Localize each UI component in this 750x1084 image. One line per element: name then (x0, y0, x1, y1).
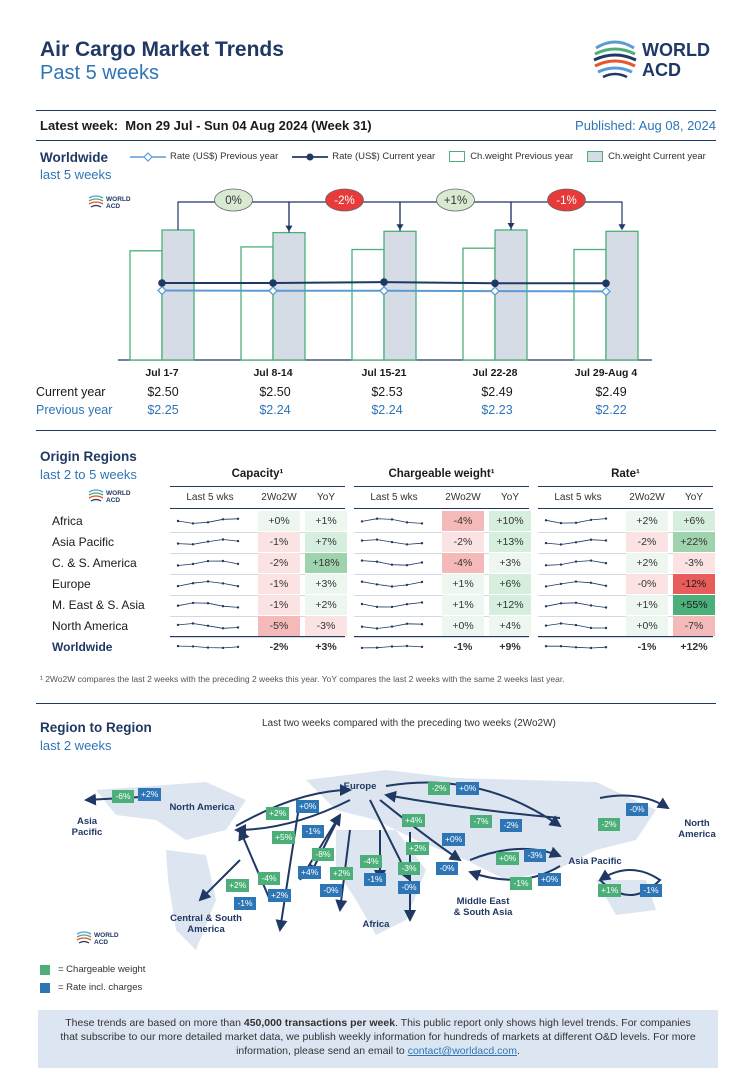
map-label-north-america: North America (169, 802, 235, 813)
cell-yoy: -3% (305, 616, 347, 636)
change-label: 0% (225, 195, 242, 207)
region-name: Asia Pacific (52, 535, 115, 549)
origin-subtitle: last 2 to 5 weeks (40, 467, 137, 482)
mini-logo: WORLD ACD (88, 194, 138, 214)
map-label-asia-pacific-left: Asia Pacific (71, 816, 103, 838)
legend-cw-prev: Ch.weight Previous year (449, 151, 573, 162)
price-current: $2.49 (481, 385, 513, 399)
column-header: 2Wo2W (445, 492, 481, 503)
cell-2wo2w: -2% (626, 532, 668, 552)
cell-yoy: +12% (489, 595, 531, 615)
r2r-caption: Last two weeks compared with the preceding two weeks (2Wo2W) (262, 718, 556, 729)
cell-yoy: +3% (315, 641, 337, 653)
price-previous: $2.25 (147, 403, 179, 417)
badge-chargeable-weight: -6% (112, 790, 134, 803)
badge-rate: +0% (456, 782, 479, 795)
cell-yoy: +18% (305, 553, 347, 573)
email-link[interactable]: contact@worldacd.com (407, 1045, 517, 1057)
cell-yoy: +22% (673, 532, 715, 552)
group-header: Chargeable weight¹ (388, 468, 495, 480)
badge-chargeable-weight: +1% (598, 884, 621, 897)
badge-rate: +4% (298, 866, 321, 879)
cell-yoy: -3% (673, 553, 715, 573)
column-header: Last 5 wks (186, 492, 234, 503)
cell-2wo2w: +1% (442, 595, 484, 615)
footer-box: These trends are based on more than 450,000 transactions per week. This public report only shows high level trends. For companies that subscribe to our more detailed market data, we publish weekly information for hundreds of markets at different O&D levels. For more information, please send an email to contact@worldacd.com. (38, 1010, 718, 1068)
price-current: $2.49 (595, 385, 627, 399)
price-current: $2.50 (259, 385, 291, 399)
legend-cw-curr: Ch.weight Current year (587, 151, 706, 162)
cell-yoy: -7% (673, 616, 715, 636)
badge-rate: -1% (640, 884, 662, 897)
cell-yoy: +9% (499, 641, 521, 653)
x-tick-label: Jul 1-7 (145, 367, 179, 379)
cell-2wo2w: -2% (269, 641, 289, 653)
region-name: Africa (52, 514, 83, 528)
latest-week: Latest week: Mon 29 Jul - Sun 04 Aug 2024 (Week 31) (40, 118, 372, 133)
cell-2wo2w: +2% (626, 511, 668, 531)
column-header: 2Wo2W (261, 492, 297, 503)
badge-chargeable-weight: -2% (428, 782, 450, 795)
price-previous: $2.23 (481, 403, 513, 417)
x-tick-label: Jul 8-14 (253, 367, 293, 379)
cell-2wo2w: +1% (442, 574, 484, 594)
x-tick-label: Jul 15-21 (361, 367, 407, 379)
region-name: M. East & S. Asia (52, 598, 145, 612)
cell-yoy: +10% (489, 511, 531, 531)
change-label: -1% (556, 195, 577, 207)
badge-rate: -0% (398, 881, 420, 894)
published-date: Published: Aug 08, 2024 (575, 118, 716, 133)
map-label-asia-pacific: Asia Pacific (568, 856, 622, 867)
price-previous: $2.24 (259, 403, 291, 417)
cell-yoy: +6% (489, 574, 531, 594)
change-label: +1% (443, 195, 468, 207)
x-tick-label: Jul 29-Aug 4 (574, 367, 638, 379)
cell-yoy: +2% (305, 595, 347, 615)
badge-rate: -0% (626, 803, 648, 816)
badge-chargeable-weight: -4% (360, 855, 382, 868)
row-label-previous: Previous year (36, 403, 113, 417)
price-current: $2.50 (147, 385, 179, 399)
badge-chargeable-weight: +4% (402, 814, 425, 827)
badge-chargeable-weight: -4% (258, 872, 280, 885)
column-header: YoY (501, 492, 519, 503)
logo-text-acd: ACD (642, 60, 681, 80)
badge-rate: +0% (442, 833, 465, 846)
cell-2wo2w: -1% (453, 641, 473, 653)
badge-chargeable-weight: +2% (330, 867, 353, 880)
badge-rate: -1% (302, 825, 324, 838)
column-header: 2Wo2W (629, 492, 665, 503)
cell-yoy: +7% (305, 532, 347, 552)
column-header: YoY (317, 492, 335, 503)
badge-rate: +2% (268, 889, 291, 902)
badge-rate: -3% (524, 849, 546, 862)
cell-2wo2w: -1% (258, 574, 300, 594)
cell-yoy: +3% (489, 553, 531, 573)
cell-2wo2w: -1% (258, 532, 300, 552)
column-header: YoY (685, 492, 703, 503)
cell-yoy: -12% (673, 574, 715, 594)
mini-logo: WORLD ACD (88, 488, 138, 508)
worldwide-subtitle: last 5 weeks (40, 167, 112, 182)
badge-chargeable-weight: -1% (510, 877, 532, 890)
key-chargeable: = Chargeable weight (40, 964, 145, 975)
cell-2wo2w: +2% (626, 553, 668, 573)
cell-2wo2w: -2% (258, 553, 300, 573)
origin-title: Origin Regions (40, 449, 137, 464)
cell-yoy: +6% (673, 511, 715, 531)
badge-rate: -0% (320, 884, 342, 897)
column-header: Last 5 wks (554, 492, 602, 503)
badge-rate: +0% (296, 800, 319, 813)
mini-logo: WORLD ACD (76, 930, 126, 950)
page-title: Air Cargo Market Trends (40, 38, 284, 61)
cell-yoy: +55% (673, 595, 715, 615)
badge-chargeable-weight: +2% (406, 842, 429, 855)
cell-2wo2w: -1% (258, 595, 300, 615)
cell-yoy: +4% (489, 616, 531, 636)
r2r-subtitle: last 2 weeks (40, 738, 112, 753)
legend-rate-curr: Rate (US$) Current year (292, 151, 435, 162)
badge-chargeable-weight: +0% (496, 852, 519, 865)
footnote: ¹ 2Wo2W compares the last 2 weeks with the preceding 2 weeks this year. YoY compares the last 2 weeks with the same 2 weeks last year. (40, 674, 565, 684)
region-name: Worldwide (52, 640, 113, 654)
cell-2wo2w: +0% (258, 511, 300, 531)
badge-chargeable-weight: +2% (226, 879, 249, 892)
logo-text-world: WORLD (642, 40, 710, 60)
cell-2wo2w: +0% (626, 616, 668, 636)
badge-rate: -1% (234, 897, 256, 910)
cell-yoy: +3% (305, 574, 347, 594)
cell-2wo2w: +1% (626, 595, 668, 615)
region-name: North America (52, 619, 129, 633)
badge-chargeable-weight: -3% (398, 862, 420, 875)
map-label-europe: Europe (343, 781, 377, 792)
region-name: Europe (52, 577, 91, 591)
map-label-africa: Africa (362, 919, 390, 930)
cell-yoy: +12% (680, 641, 708, 653)
badge-chargeable-weight: -7% (470, 815, 492, 828)
row-label-current: Current year (36, 385, 106, 399)
cell-2wo2w: -0% (626, 574, 668, 594)
badge-rate: +2% (138, 788, 161, 801)
cell-yoy: +13% (489, 532, 531, 552)
group-header: Rate¹ (611, 468, 640, 480)
r2r-title: Region to Region (40, 720, 152, 735)
badge-chargeable-weight: -8% (312, 848, 334, 861)
region-name: C. & S. America (52, 556, 137, 570)
cell-2wo2w: -2% (442, 532, 484, 552)
badge-rate: +0% (538, 873, 561, 886)
price-current: $2.53 (371, 385, 403, 399)
badge-chargeable-weight: +5% (272, 831, 295, 844)
worldwide-title: Worldwide (40, 150, 109, 165)
cell-2wo2w: -5% (258, 616, 300, 636)
price-previous: $2.22 (595, 403, 627, 417)
page-subtitle: Past 5 weeks (40, 62, 159, 84)
cell-yoy: +1% (305, 511, 347, 531)
map-label-central-south: Central & South America (170, 913, 242, 935)
map-label-north-america-right: North America (678, 818, 716, 840)
column-header: Last 5 wks (370, 492, 418, 503)
cell-2wo2w: -4% (442, 511, 484, 531)
cell-2wo2w: -1% (637, 641, 657, 653)
cell-2wo2w: +0% (442, 616, 484, 636)
badge-rate: -0% (436, 862, 458, 875)
map-label-middle-east: Middle East & South Asia (453, 896, 513, 918)
group-header: Capacity¹ (231, 468, 284, 480)
cell-2wo2w: -4% (442, 553, 484, 573)
legend-rate-prev: Rate (US$) Previous year (130, 151, 278, 162)
key-rate: = Rate incl. charges (40, 982, 142, 993)
x-tick-label: Jul 22-28 (472, 367, 518, 379)
change-label: -2% (334, 195, 355, 207)
badge-rate: -1% (364, 873, 386, 886)
badge-chargeable-weight: -2% (598, 818, 620, 831)
badge-rate: -2% (500, 819, 522, 832)
price-previous: $2.24 (371, 403, 403, 417)
badge-chargeable-weight: +2% (266, 807, 289, 820)
